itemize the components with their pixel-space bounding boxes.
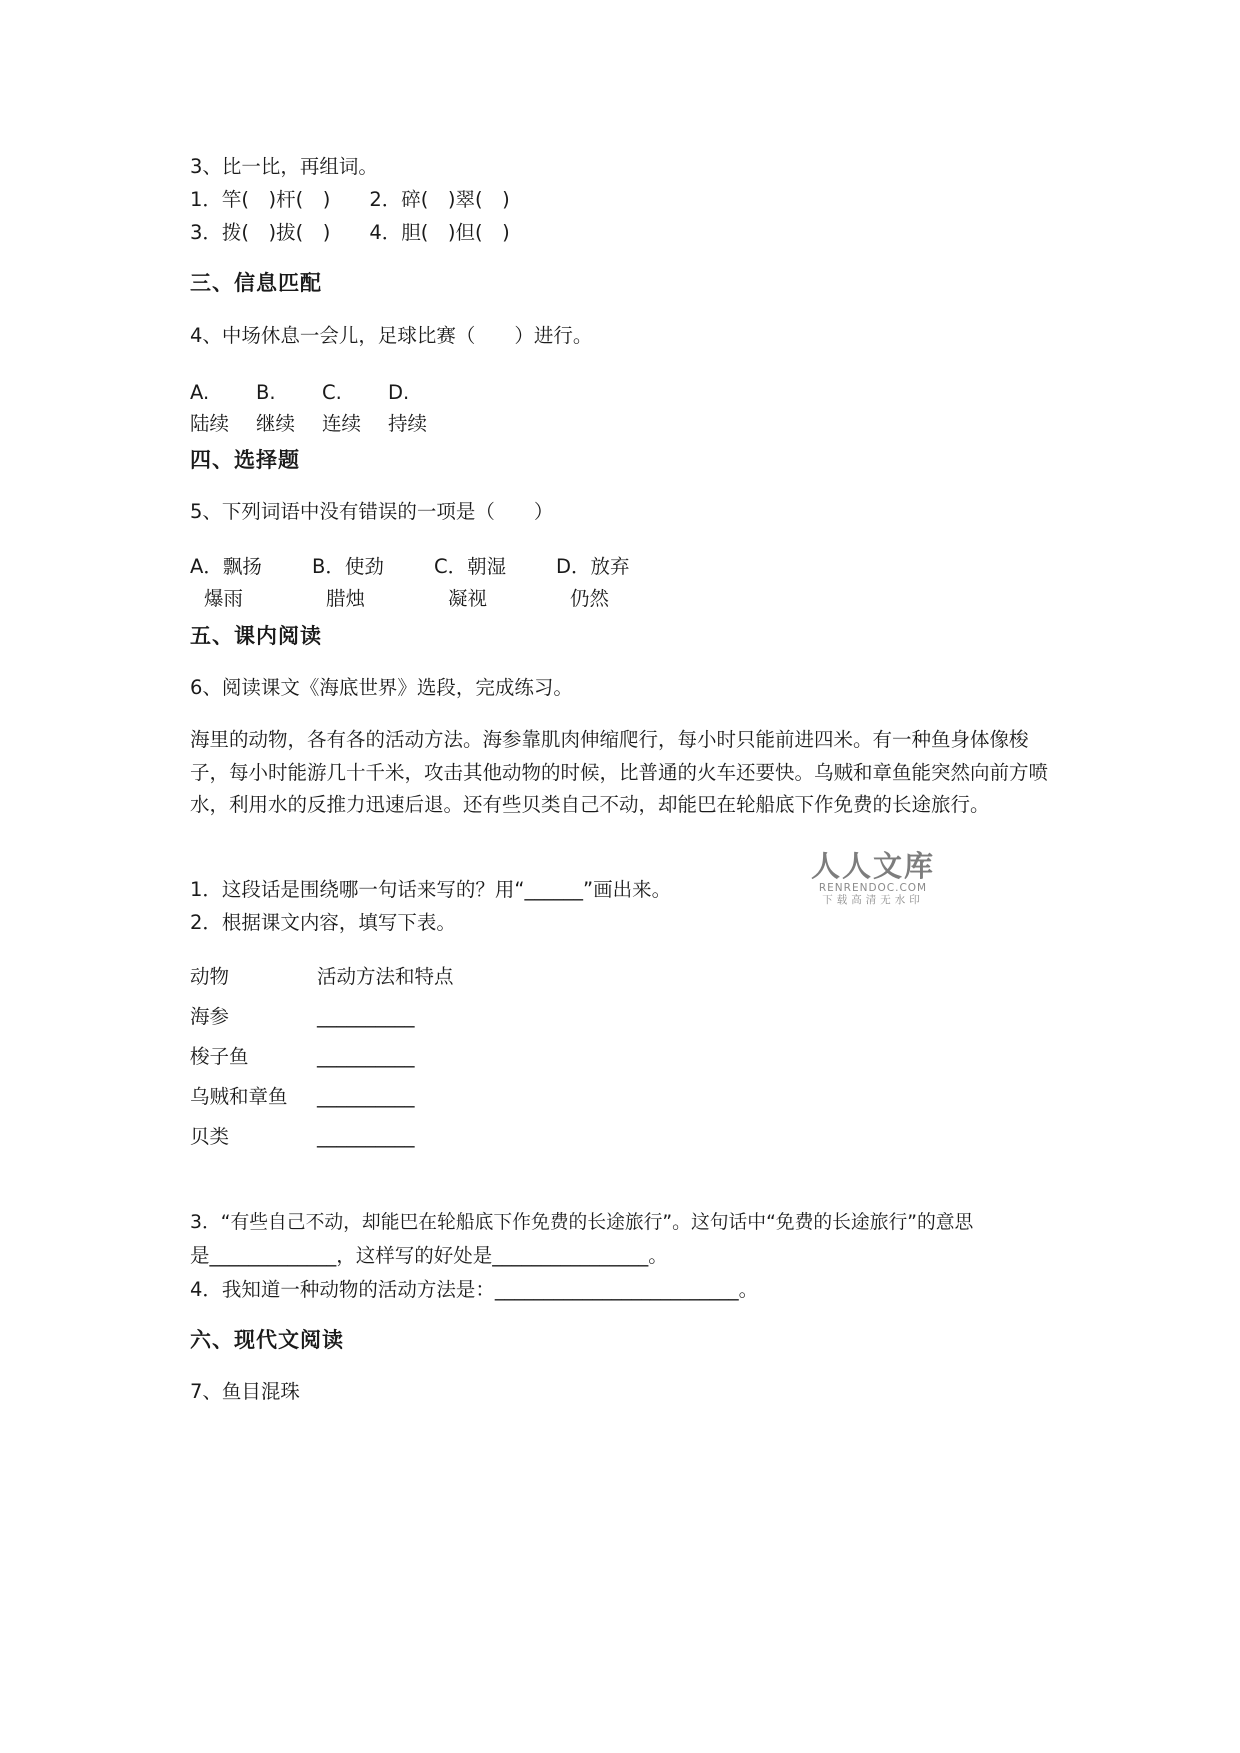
q5-option-d-word2: 仍然: [570, 587, 610, 610]
watermark-url: RENRENDOC.COM: [818, 882, 928, 894]
q4-option-d-letter: D.: [388, 381, 410, 404]
q5-option-c-word2: 凝视: [448, 587, 488, 610]
table-row-blank: __________: [317, 1125, 415, 1148]
q6-sub-3-line-1: 3．“有些自己不动，却能巴在轮船底下作免费的长途旅行”。这句话中“免费的长途旅行”的意思: [190, 1212, 974, 1233]
q4-question: 4、中场休息一会儿，足球比赛（ ）进行。: [190, 324, 593, 347]
q4-option-d-word: 持续: [388, 412, 428, 435]
reading-passage: 海里的动物，各有各的活动方法。海参靠肌肉伸缩爬行，每小时只能前进四米。有一种鱼身体像梭子，每小时能游几十千米，攻击其他动物的时候，比普通的火车还要快。乌贼和章鱼能突然向前方喷水，利用水的反推力迅速后退。还有些贝类自己不动，却能巴在轮船底下作免费的长途旅行。: [190, 728, 1049, 816]
q5-option-a-word2: 爆雨: [204, 587, 244, 610]
table-row-blank: __________: [317, 1005, 415, 1028]
watermark-subtext: 下载高清无水印: [822, 894, 924, 906]
q3-row-2: 3．拨( )拔( ) 4．胆( )但( ): [190, 221, 510, 244]
q6-sub-1: 1．这段话是围绕哪一句话来写的？用“______”画出来。: [190, 878, 672, 901]
watermark-logo: [808, 850, 938, 907]
table-header-animal: 动物: [190, 965, 230, 988]
q4-option-b-letter: B.: [256, 381, 276, 404]
q5-question: 5、下列词语中没有错误的一项是（ ）: [190, 500, 554, 523]
section-3-heading: 三、信息匹配: [190, 270, 322, 295]
table-header-method: 活动方法和特点: [317, 965, 454, 988]
q6-sub-4: 4．我知道一种动物的活动方法是：_________________________。: [190, 1278, 759, 1301]
q7-question: 7、鱼目混珠: [190, 1380, 300, 1403]
q4-option-c-word: 连续: [322, 412, 362, 435]
q5-option-d: D．放弃: [556, 555, 630, 578]
table-row-animal: 海参: [190, 1005, 230, 1028]
table-row-animal: 乌贼和章鱼: [190, 1085, 288, 1108]
q4-option-c-letter: C.: [322, 381, 342, 404]
q5-option-b: B．使劲: [312, 555, 384, 578]
q6-sub-3-line-2: 是_____________，这样写的好处是________________。: [190, 1244, 668, 1267]
section-6-heading: 六、现代文阅读: [190, 1327, 344, 1352]
table-row-animal: 贝类: [190, 1125, 230, 1148]
table-row-blank: __________: [317, 1045, 415, 1068]
section-5-heading: 五、课内阅读: [190, 623, 322, 648]
q3-row-1: 1．竿( )杆( ) 2．碎( )翠( ): [190, 188, 510, 211]
q6-sub-2: 2．根据课文内容，填写下表。: [190, 911, 456, 934]
q4-option-a-word: 陆续: [190, 412, 230, 435]
watermark-main-text: 人人文库: [810, 849, 935, 883]
table-row-animal: 梭子鱼: [190, 1045, 249, 1068]
q5-option-c: C．朝湿: [434, 555, 507, 578]
q6-question: 6、阅读课文《海底世界》选段，完成练习。: [190, 676, 573, 699]
table-row-blank: __________: [317, 1085, 415, 1108]
q4-option-a-letter: A.: [190, 381, 210, 404]
q5-option-b-word2: 腊烛: [326, 587, 366, 610]
q4-option-b-word: 继续: [256, 412, 296, 435]
q3-title: 3、比一比，再组词。: [190, 155, 378, 178]
section-4-heading: 四、选择题: [190, 447, 300, 472]
q5-option-a: A．飘扬: [190, 555, 262, 578]
